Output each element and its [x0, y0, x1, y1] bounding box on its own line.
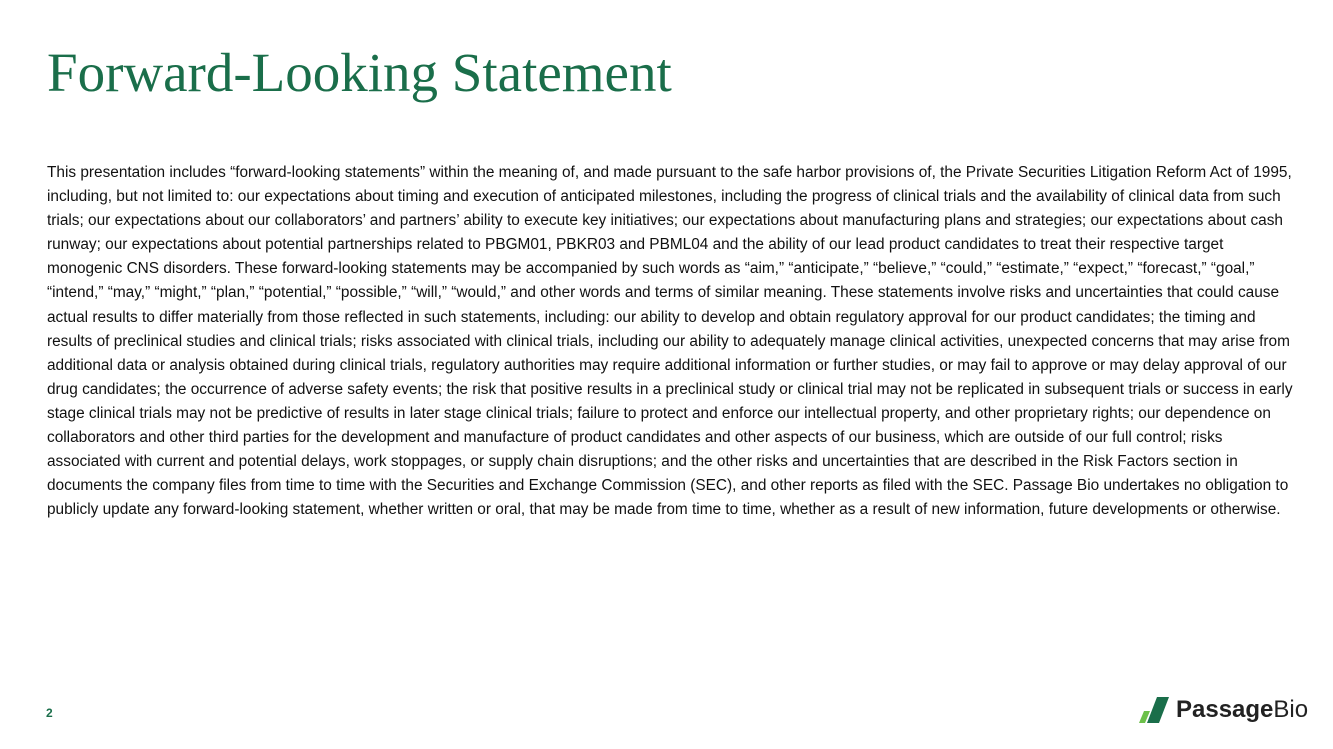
logo-word-passage: Passage — [1176, 696, 1274, 723]
passage-bio-mark-icon — [1139, 697, 1169, 723]
logo-word-bio: Bio — [1273, 696, 1309, 723]
logo-wordmark — [1176, 696, 1308, 724]
slide-title: Forward-Looking Statement — [47, 42, 672, 103]
page-number: 2 — [46, 706, 53, 720]
passage-bio-logo — [1139, 696, 1308, 724]
disclaimer-body: This presentation includes “forward-looking statements” within the meaning of, and made pursuant to the safe harbor provisions of, the Private Securities Litigation Reform Act of 1995, including, but not limited to: our expectations about timing and execution of anticipated milestones, including the progress of clinical trials and the availability of clinical data from such trials; our expectations about our collaborators’ and partners’ ability to execute key initiatives; our expectations about manufacturing plans and strategies; our expectations about cash runway; our expectations about potential partnerships related to PBGM01, PBKR03 and PBML04 and the ability of our lead product candidates to treat their respective target monogenic CNS disorders. These forward-looking statements may be accompanied by such words as “aim,” “anticipate,” “believe,” “could,” “estimate,” “expect,” “forecast,” “goal,” “intend,” “may,” “might,” “plan,” “potential,” “possible,” “will,” “would,” and other words and terms of similar meaning. These statements involve risks and uncertainties that could cause actual results to differ materially from those reflected in such statements, including: our ability to develop and obtain regulatory approval for our product candidates; the timing and results of preclinical studies and clinical trials; risks associated with clinical trials, including our ability to adequately manage clinical activities, unexpected concerns that may arise from additional data or analysis obtained during clinical trials, regulatory authorities may require additional information or further studies, or may fail to approve or may delay approval of our drug candidates; the occurrence of adverse safety events; the risk that positive results in a preclinical study or clinical trial may not be replicated in subsequent trials or success in early stage clinical trials may not be predictive of results in later stage clinical trials; failure to protect and enforce our intellectual property, and other proprietary rights; our dependence on collaborators and other third parties for the development and manufacture of product candidates and other aspects of our business, which are outside of our full control; risks associated with current and potential delays, work stoppages, or supply chain disruptions; and the other risks and uncertainties that are described in the Risk Factors section in documents the company files from time to time with the Securities and Exchange Commission (SEC), and other reports as filed with the SEC. Passage Bio undertakes no obligation to publicly update any forward-looking statement, whether written or oral, that may be made from time to time, whether as a result of new information, future developments or otherwise. — [47, 164, 1293, 519]
